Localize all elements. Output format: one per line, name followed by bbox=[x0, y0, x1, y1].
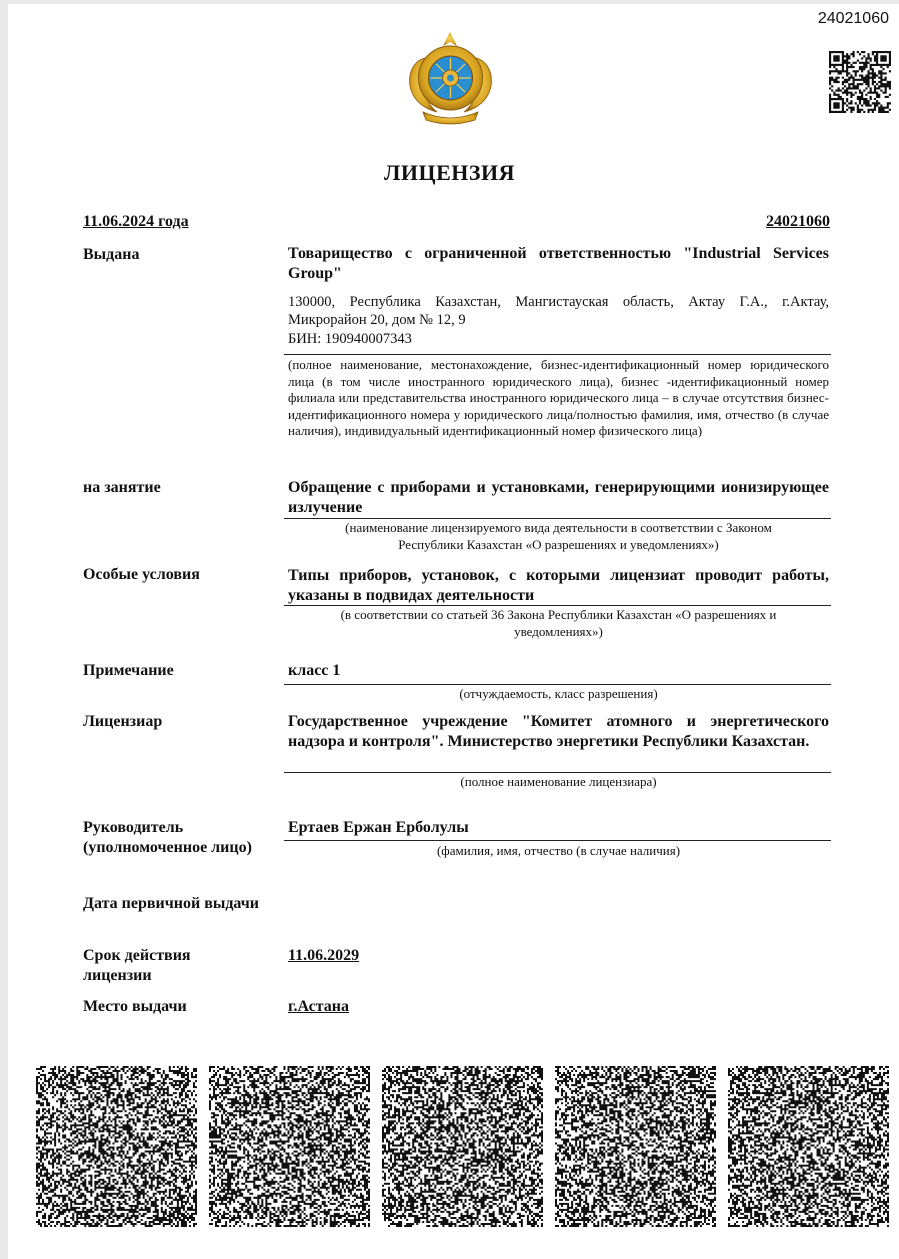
kazakhstan-state-emblem-icon bbox=[403, 28, 498, 126]
activity-caption: (наименование лицензируемого вида деятельности в соответствии с Законом Республики Казахстан «О разрешениях и уведомлениях») bbox=[345, 520, 772, 552]
licensor-caption: (полное наименование лицензиара) bbox=[460, 774, 657, 789]
remark-label: Примечание bbox=[83, 662, 174, 679]
license-number: 24021060 bbox=[766, 213, 830, 230]
head-label-line2: (уполномоченное лицо) bbox=[83, 839, 252, 856]
divider bbox=[284, 605, 831, 606]
licensee-name: Товарищество с ограниченной ответственностью "Industrial Services Group" bbox=[288, 245, 829, 282]
head-label bbox=[83, 818, 252, 858]
qr-code-icon bbox=[36, 1066, 197, 1227]
validity-label-line2: лицензии bbox=[83, 967, 152, 984]
licensee-bin: БИН: 190940007343 bbox=[288, 331, 412, 347]
remark-caption: (отчуждаемость, класс разрешения) bbox=[459, 686, 658, 701]
qr-code-icon bbox=[555, 1066, 716, 1227]
remark-value: класс 1 bbox=[288, 662, 341, 679]
place-value: г.Астана bbox=[288, 998, 349, 1015]
divider bbox=[284, 518, 831, 519]
first-issue-label: Дата первичной выдачи bbox=[83, 895, 260, 912]
divider bbox=[284, 772, 831, 773]
document-title: ЛИЦЕНЗИЯ bbox=[383, 160, 515, 185]
head-value: Ертаев Ержан Ерболулы bbox=[288, 819, 469, 836]
validity-label-line1: Срок действия bbox=[83, 947, 191, 964]
licensor-label: Лицензиар bbox=[83, 713, 163, 730]
place-label: Место выдачи bbox=[83, 998, 187, 1015]
conditions-caption: (в соответствии со статьей 36 Закона Республики Казахстан «О разрешениях и уведомлениях») bbox=[340, 607, 777, 639]
divider bbox=[284, 684, 831, 685]
doc-number-top: 24021060 bbox=[817, 10, 889, 27]
divider bbox=[284, 354, 831, 355]
issue-date: 11.06.2024 года bbox=[83, 213, 189, 230]
validity-value: 11.06.2029 bbox=[288, 947, 360, 964]
conditions-label: Особые условия bbox=[83, 566, 200, 583]
issued-label: Выдана bbox=[83, 246, 140, 263]
head-caption: (фамилия, имя, отчество (в случае наличия) bbox=[436, 843, 681, 858]
licensee-caption: (полное наименование, местонахождение, бизнес-идентификационный номер юридического лица (в том числе иностранного юридического лица), бизнес -идентификационный номер филиала или представительства иностранного юридического лица – в случае отсутствия бизнес-идентификационного номера у юридического лица/полностью фамилия, имя, отчество (в случае наличия), индивидуальный идентификационный номер физического лица) bbox=[288, 357, 829, 438]
licensee-address: 130000, Республика Казахстан, Мангистауская область, Актау Г.А., г.Актау, Микрорайон 20, дом № 12, 9 bbox=[288, 294, 829, 328]
divider bbox=[284, 840, 831, 841]
qr-code-icon bbox=[829, 51, 891, 113]
qr-code-icon bbox=[382, 1066, 543, 1227]
qr-code-icon bbox=[728, 1066, 889, 1227]
head-label-line1: Руководитель bbox=[83, 819, 184, 836]
licensor-value: Государственное учреждение "Комитет атомного и энергетического надзора и контроля". Министерство энергетики Республики Казахстан. bbox=[288, 713, 829, 750]
activity-value: Обращение с приборами и установками, генерирующими ионизирующее излучение bbox=[288, 479, 829, 516]
validity-label bbox=[83, 946, 191, 986]
conditions-value: Типы приборов, установок, с которыми лицензиат проводит работы, указаны в подвидах деятельности bbox=[288, 567, 829, 604]
activity-label: на занятие bbox=[83, 479, 161, 496]
qr-code-icon bbox=[209, 1066, 370, 1227]
